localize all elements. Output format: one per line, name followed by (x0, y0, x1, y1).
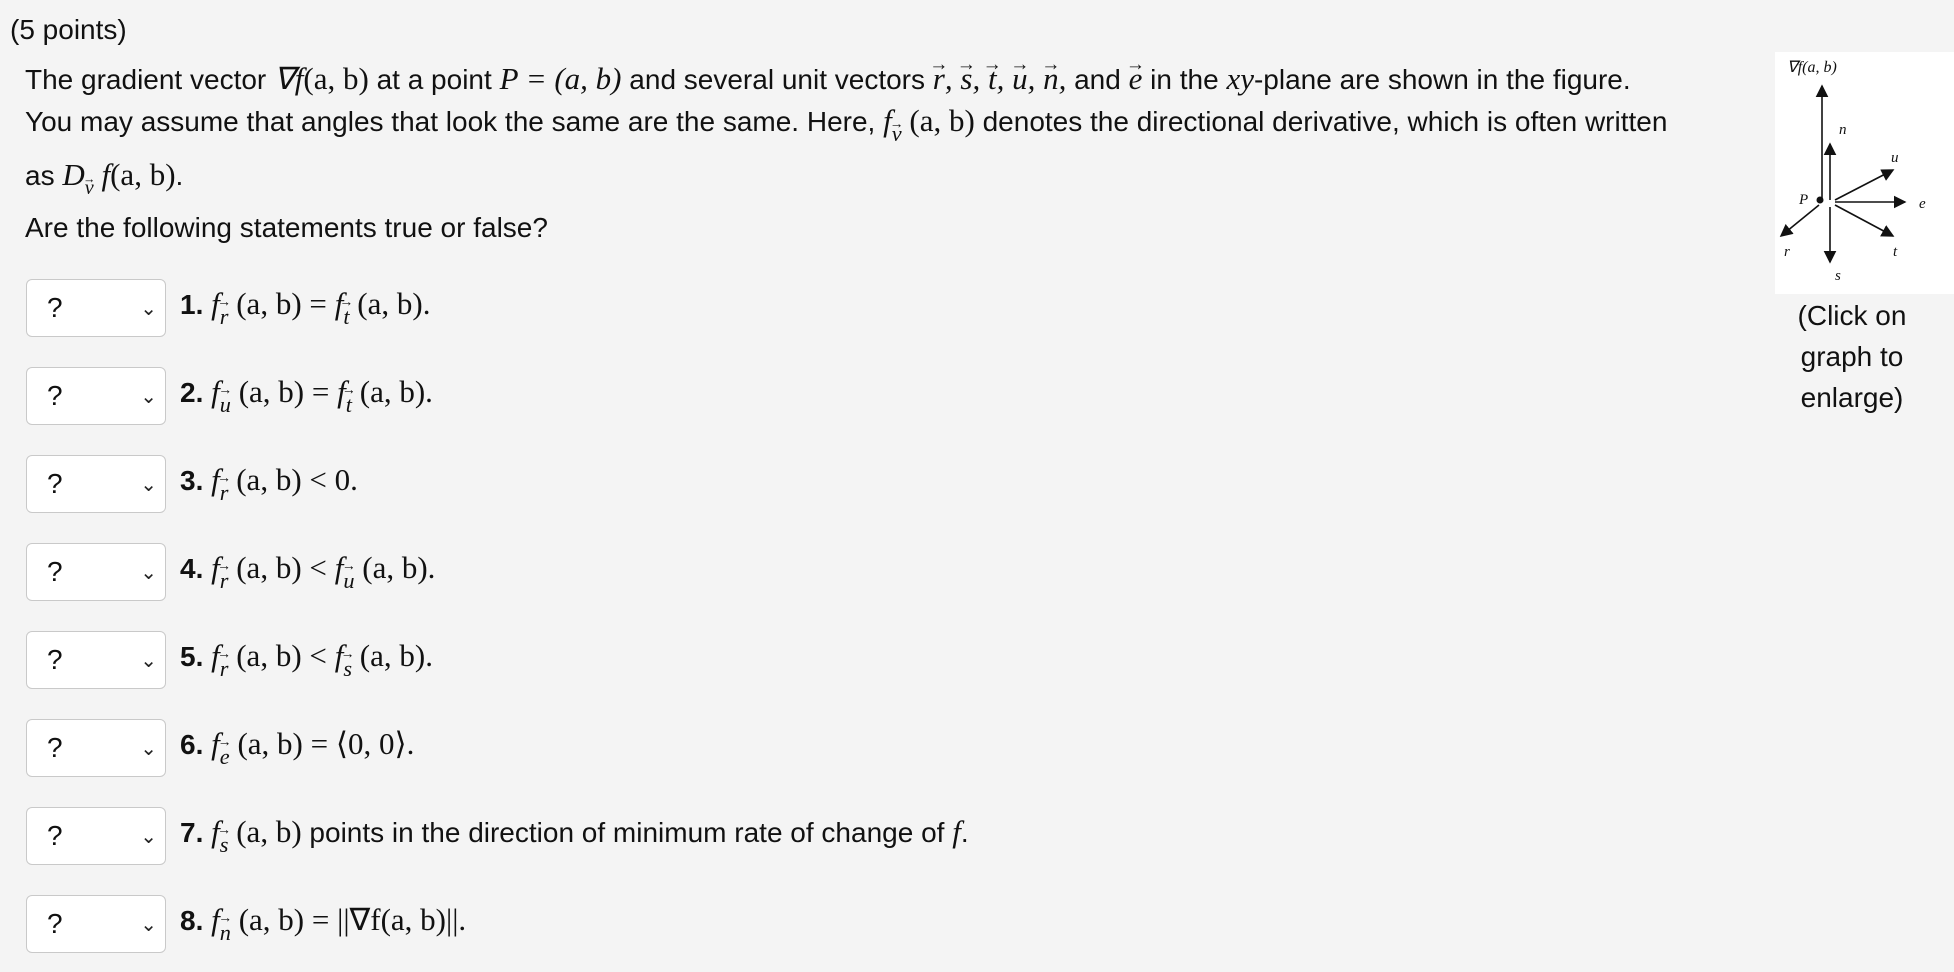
select-value: ? (47, 644, 63, 675)
statement-row (26, 718, 414, 778)
statement-text: 6. f→ $_e$ (a, b) = ⟨0, 0⟩. (180, 726, 414, 770)
chevron-down-icon: ⌄ (140, 649, 157, 672)
chevron-down-icon: ⌄ (140, 737, 157, 760)
answer-select[interactable] (26, 279, 166, 337)
gradient-label: ∇f(a, b) (1787, 59, 1837, 76)
chevron-down-icon: ⌄ (140, 473, 157, 496)
s-label: s (1835, 268, 1841, 284)
answer-select[interactable] (26, 895, 166, 953)
answer-select[interactable] (26, 367, 166, 425)
answer-select[interactable] (26, 543, 166, 601)
answer-select[interactable] (26, 719, 166, 777)
statement-row (26, 278, 430, 338)
select-value: ? (47, 820, 63, 851)
answer-select[interactable] (26, 807, 166, 865)
chevron-down-icon: ⌄ (140, 385, 157, 408)
problem-intro: The gradient vector ∇f(a, b) at a point P = (a, b) and several unit vectors → r, → s, → t, → u, → n, and → e in the xy-plane are shown in the figure. You may assume that angles that look the same are the same. Here, f→ $_v$ (a, b) denotes the directional derivative, which is often written as D→ $_v$ f(a, b). (25, 58, 1725, 209)
chevron-down-icon: ⌄ (140, 297, 157, 320)
answer-select[interactable] (26, 631, 166, 689)
statement-row (26, 366, 433, 426)
enlarge-caption[interactable]: (Click on graph to enlarge) (1797, 300, 1907, 413)
select-value: ? (47, 732, 63, 763)
statement-row (26, 454, 358, 514)
chevron-down-icon: ⌄ (140, 561, 157, 584)
r-label: r (1784, 244, 1790, 260)
vector-diagram (1775, 52, 1954, 294)
t-label: t (1893, 244, 1898, 260)
statement-text: 5. f→ $_r$ (a, b) < f→ $_s$ (a, b). (180, 638, 433, 682)
statement-row (26, 542, 435, 602)
chevron-down-icon: ⌄ (140, 825, 157, 848)
select-value: ? (47, 908, 63, 939)
u-label: u (1891, 150, 1899, 166)
e-label: e (1919, 196, 1926, 212)
select-value: ? (47, 380, 63, 411)
statement-text: 2. f→ $_u$ (a, b) = f→ $_t$ (a, b). (180, 374, 433, 418)
select-value: ? (47, 468, 63, 499)
question-text: Are the following statements true or false? (25, 212, 548, 243)
chevron-down-icon: ⌄ (140, 913, 157, 936)
point-p (1817, 197, 1824, 204)
u-arrow (1835, 170, 1893, 200)
vector-figure[interactable] (1775, 52, 1954, 294)
r-arrow (1781, 205, 1819, 236)
statement-text: 1. f→ $_r$ (a, b) = f→ $_t$ (a, b). (180, 286, 430, 330)
statement-row (26, 630, 433, 690)
select-value: ? (47, 292, 63, 323)
p-label: P (1799, 192, 1809, 208)
n-label: n (1839, 122, 1847, 138)
statement-row (26, 806, 969, 866)
points-label: (5 points) (10, 14, 127, 45)
select-value: ? (47, 556, 63, 587)
statement-row (26, 894, 466, 954)
statement-text: 3. f→ $_r$ (a, b) < 0. (180, 462, 358, 506)
statement-text: 7. f→ $_s$ (a, b) points in the direction of minimum rate of change of f. (180, 814, 969, 858)
t-arrow (1835, 205, 1893, 236)
statement-text: 8. f→ $_n$ (a, b) = ||∇f(a, b)||. (180, 902, 466, 946)
answer-select[interactable] (26, 455, 166, 513)
statement-text: 4. f→ $_r$ (a, b) < f→ $_u$ (a, b). (180, 550, 435, 594)
